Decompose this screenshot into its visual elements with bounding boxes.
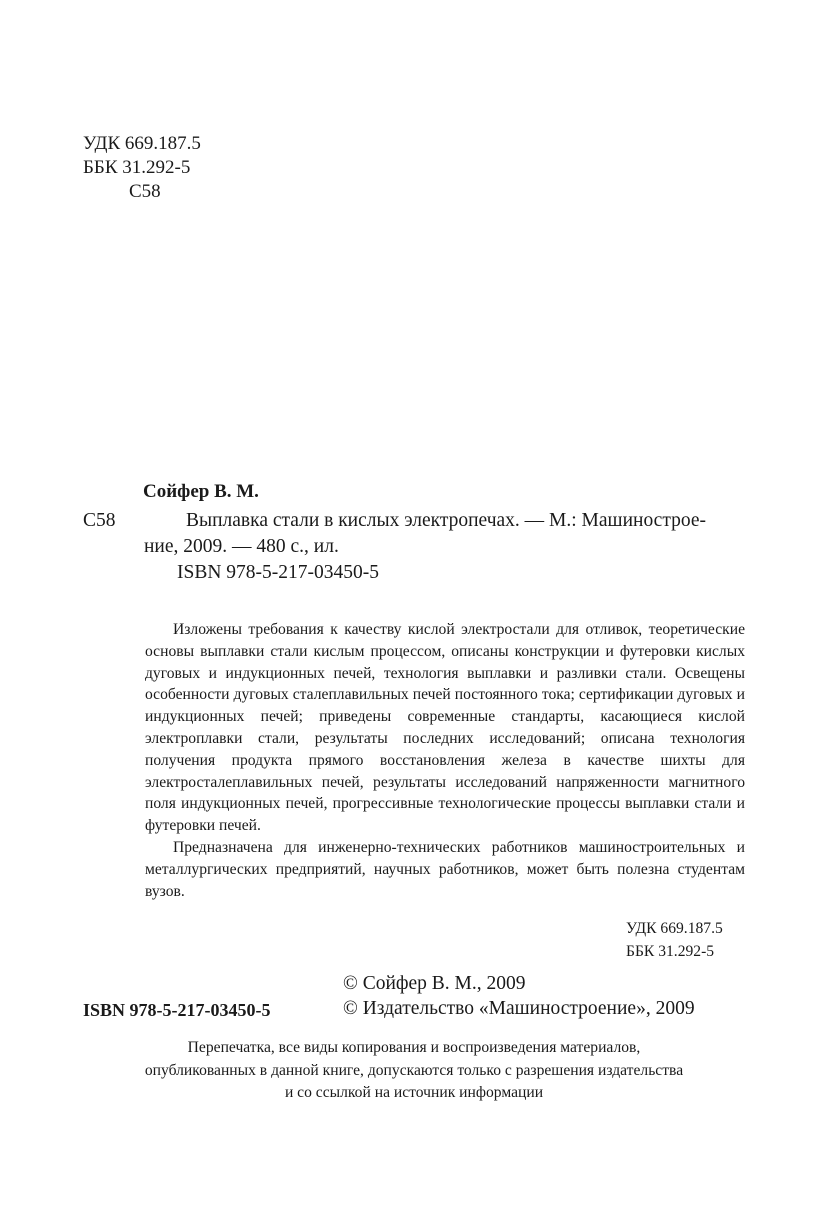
reprint-notice-line-3: и со ссылкой на источник информации (284, 1084, 544, 1101)
bbk-code: ББК 31.292-5 (83, 157, 191, 178)
catalog-isbn: ISBN 978-5-217-03450-5 (177, 562, 380, 583)
copyright-author: © Сойфер В. М., 2009 (343, 973, 526, 994)
annotation-paragraph-2: Предназначена для инженерно-технических работников машиностроительных и металлургических предприятий, научных работников, может быть полезна студентам вузов. (145, 838, 745, 900)
copyright-isbn: ISBN 978-5-217-03450-5 (83, 1000, 271, 1020)
reprint-notice-line-2: опубликованных в данной книге, допускаются только с разрешения издательства (144, 1061, 684, 1079)
catalog-mark: С58 (83, 510, 116, 531)
catalog-title-line1: Выплавка стали в кислых электропечах. — М.: Машинострое- (186, 510, 706, 531)
copyright-publisher: © Издательство «Машиностроение», 2009 (343, 998, 695, 1019)
reprint-notice-line-1: Перепечатка, все виды копирования и воспроизведения материалов, (187, 1039, 641, 1056)
catalog-author: Сойфер В. М. (143, 481, 259, 502)
annotation-paragraph-1: Изложены требования к качеству кислой электростали для отливок, теоретические основы выплавки стали кислым процессом, описаны конструкции и футеровки кислых дуговых и индукционных печей, технология выплавки и разливки стали. Освещены особенности дуговых сталеплавильных печей постоянного тока; сертификации дуговых и индукционных печей; приведены современные стандарты, касающиеся кислой электроплавки стали, результаты последних исследований; описана технология получения продукта прямого восстановления железа в качестве шихты для электросталеплавильных печей, результаты исследований напряженности магнитного поля индукционных печей, прогрессивные технологические процессы выплавки стали и футеровки печей. (145, 621, 745, 835)
catalog-title-line2: ние, 2009. — 480 с., ил. (144, 536, 339, 557)
udk-code: УДК 669.187.5 (83, 133, 201, 154)
author-mark: С58 (129, 181, 161, 202)
footer-udk-code: УДК 669.187.5 (626, 920, 723, 937)
footer-bbk-code: ББК 31.292-5 (626, 943, 715, 960)
annotation (145, 619, 745, 902)
reprint-notice (80, 1037, 748, 1105)
